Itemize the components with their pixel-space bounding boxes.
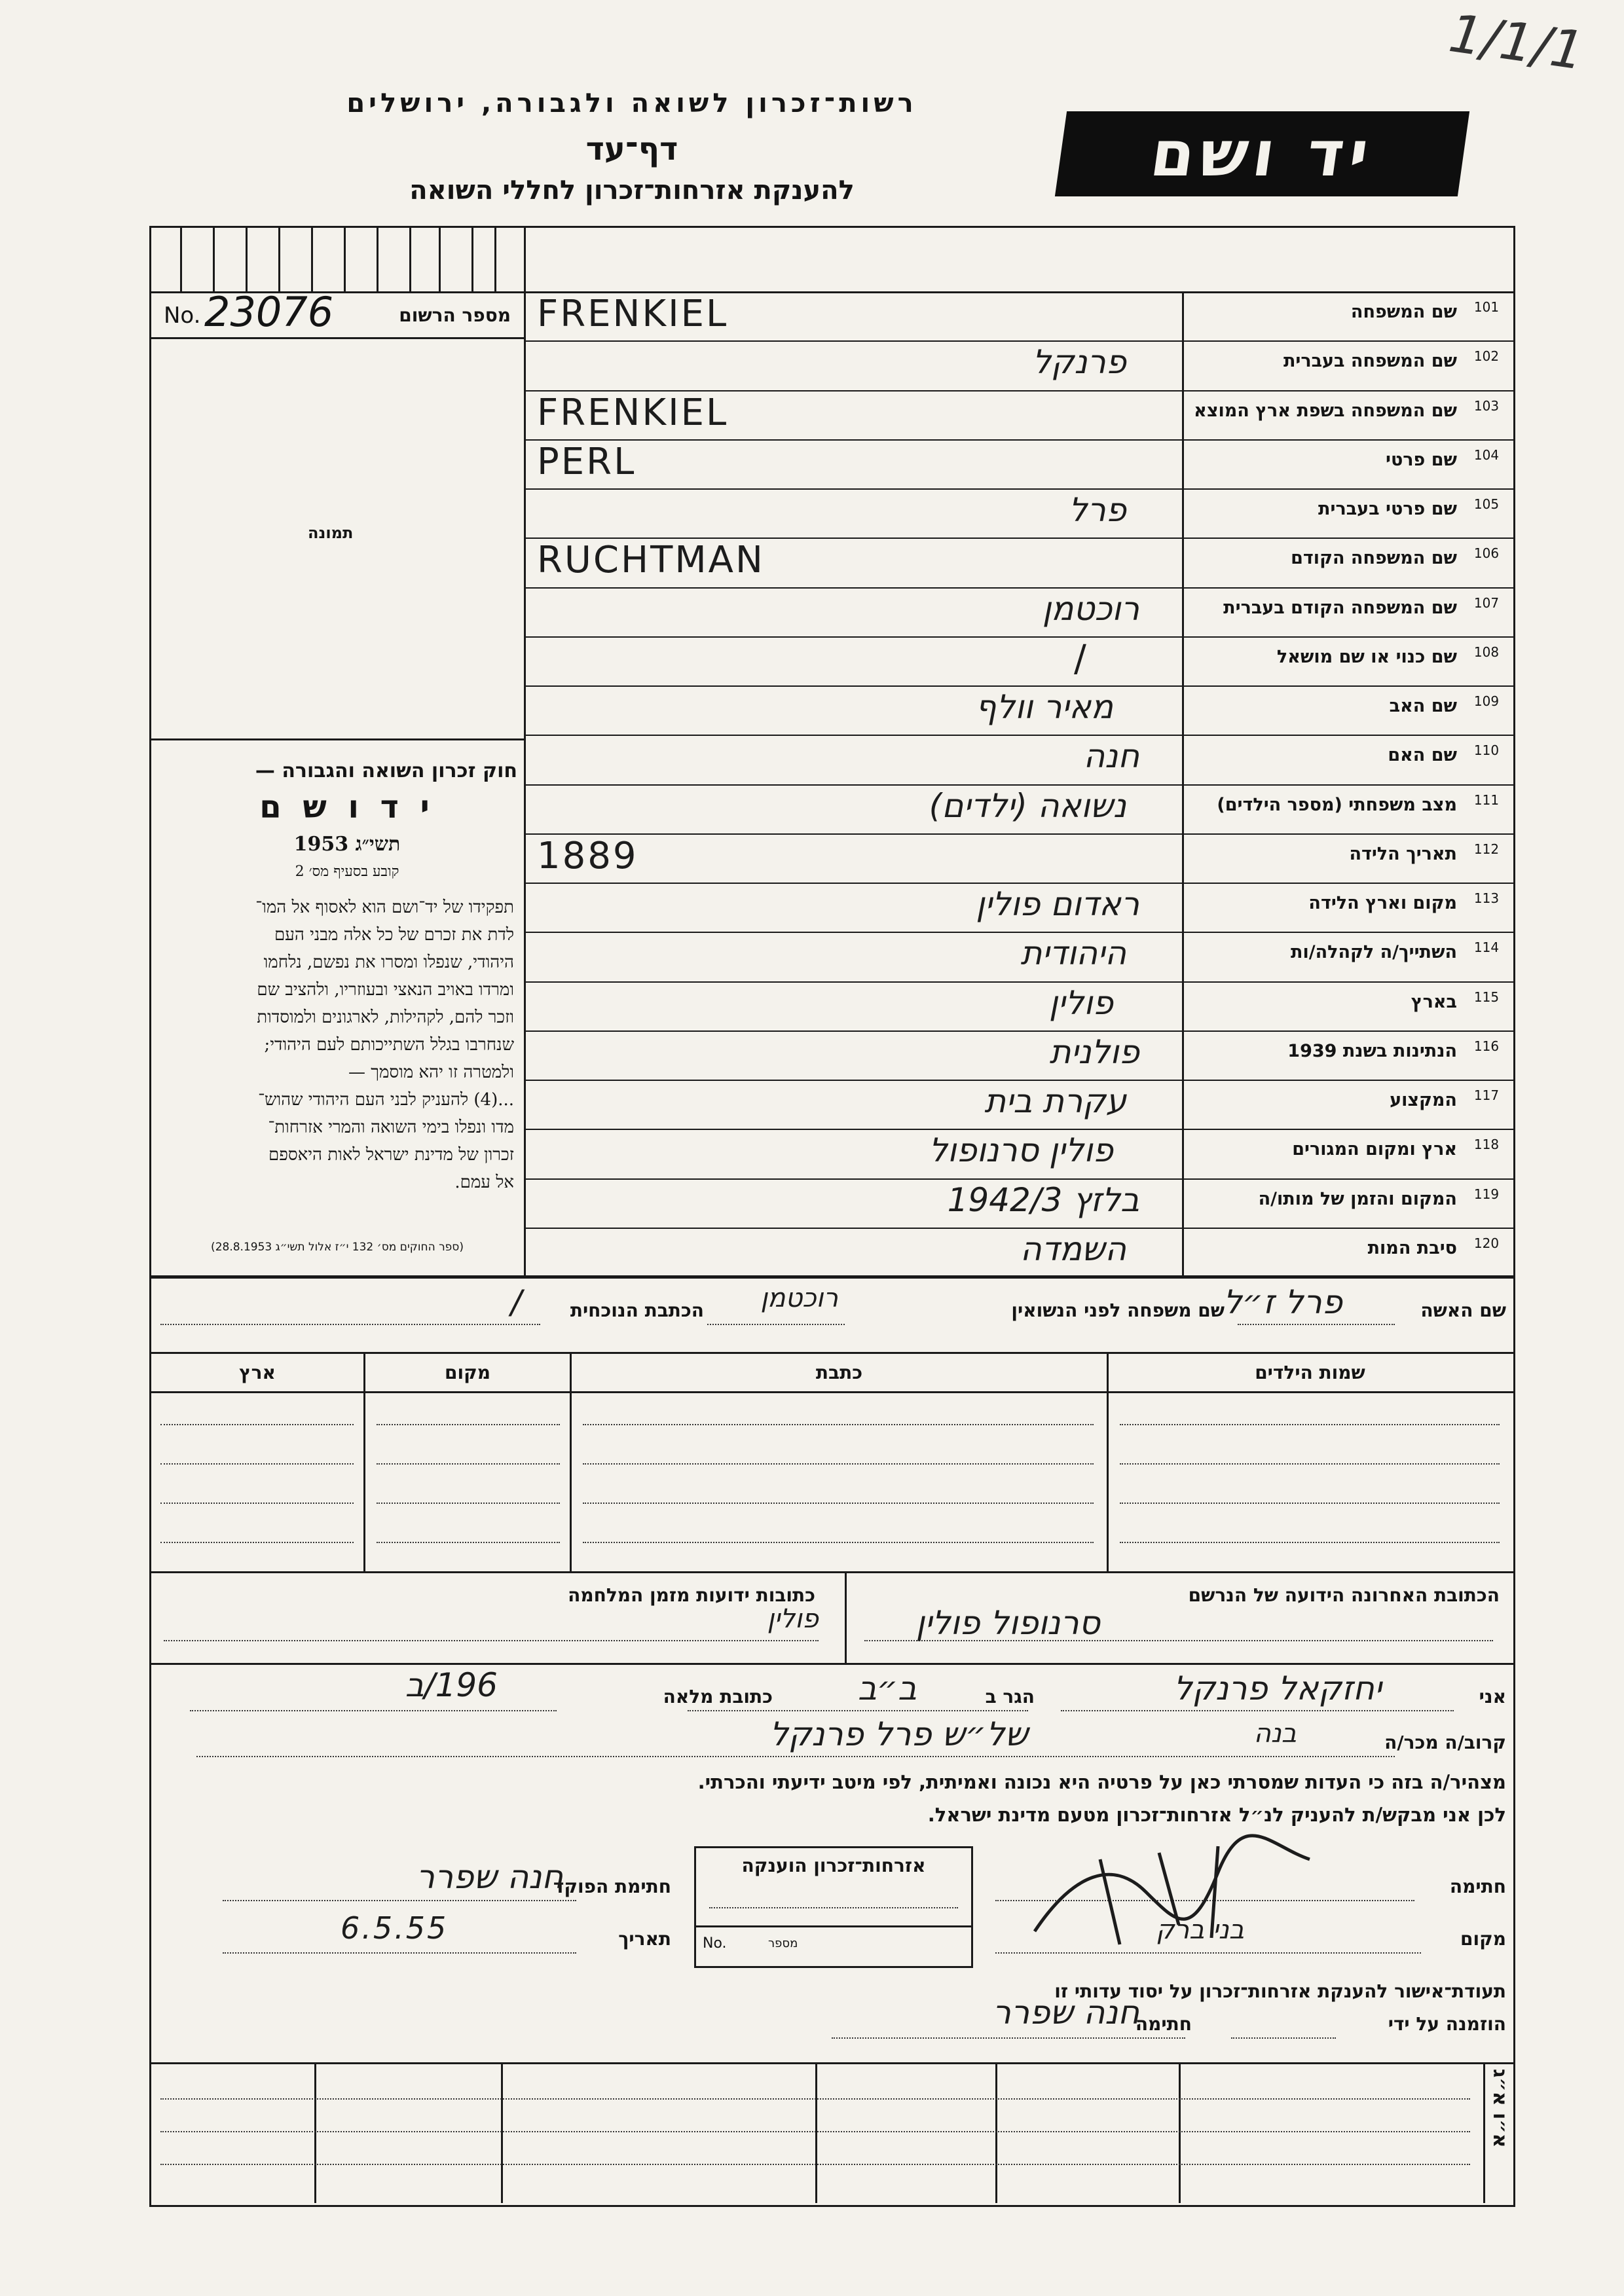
children-table-header-bottom xyxy=(149,1391,1513,1393)
left-column-divider xyxy=(524,226,526,1277)
declaration-i-label: אני xyxy=(1479,1686,1506,1707)
photo-box-bottom xyxy=(149,738,526,740)
cert-line-1: תעודת־אישור להענקת אזרחות־זכרון על יסוד עדותי זו xyxy=(1054,1980,1506,2002)
field-row-divider xyxy=(524,833,1513,835)
place-value: בני ברק xyxy=(1156,1915,1244,1945)
field-number: 105 xyxy=(1473,496,1500,512)
field-label: סיבת המות xyxy=(1367,1237,1457,1258)
full-address-line xyxy=(190,1710,557,1711)
field-value: היהודית xyxy=(1020,934,1126,973)
spouse-name-value: פרל ז״ל xyxy=(1223,1283,1342,1321)
field-number: 119 xyxy=(1473,1186,1500,1202)
field-label: שם האם xyxy=(1388,745,1457,766)
field-number: 104 xyxy=(1473,446,1500,463)
field-row-divider xyxy=(524,1178,1513,1180)
field-row-divider xyxy=(524,685,1513,687)
office-grid-row-line xyxy=(160,2131,1470,2132)
field-label: שם המשפחה הקודם xyxy=(1291,548,1457,569)
field-row-divider xyxy=(524,340,1513,342)
top-box-divider xyxy=(344,226,346,291)
award-no-label: No. xyxy=(703,1935,727,1952)
official-signature-line xyxy=(223,1900,576,1901)
full-address-label: כתובת מלאה xyxy=(663,1686,773,1707)
field-number: 118 xyxy=(1473,1137,1500,1153)
field-label: המקצוע xyxy=(1390,1090,1457,1110)
spouse-address-label: הכתבת הנוכחית xyxy=(570,1300,704,1321)
date-line xyxy=(223,1952,576,1954)
office-grid-column xyxy=(815,2062,817,2203)
field-row-divider xyxy=(524,1228,1513,1229)
law-year: תשי״ג 1953 xyxy=(293,833,401,856)
declaration-name-line xyxy=(1061,1710,1454,1711)
children-table-bottom xyxy=(149,1571,1513,1573)
registration-underline xyxy=(149,337,526,339)
field-number: 117 xyxy=(1473,1087,1500,1103)
field-value: רוכטמן xyxy=(1042,589,1139,628)
place-label: מקום xyxy=(1460,1928,1506,1950)
field-label: בארץ xyxy=(1411,991,1457,1012)
field-number: 115 xyxy=(1473,989,1500,1005)
law-text-line: וזכר להם, לקהילות, לארגונים ולמוסדות xyxy=(257,1008,514,1027)
award-no-row xyxy=(696,1925,971,1965)
children-header-address: כתבת xyxy=(815,1362,863,1383)
top-box-divider xyxy=(311,226,313,291)
registration-label: מספר הרשום xyxy=(399,304,511,326)
children-col-div-1 xyxy=(363,1352,365,1571)
children-row-line xyxy=(160,1463,354,1465)
field-number: 111 xyxy=(1473,792,1500,808)
photo-label: תמונה xyxy=(308,524,354,542)
field-number: 112 xyxy=(1473,841,1500,857)
field-row-divider xyxy=(524,883,1513,884)
office-grid-column xyxy=(1179,2062,1181,2203)
top-box-divider xyxy=(278,226,280,291)
children-row-line xyxy=(377,1542,560,1543)
office-grid-row-line xyxy=(160,2164,1470,2165)
field-value: נשואה (ילדים) xyxy=(929,786,1126,825)
top-box-divider xyxy=(246,226,248,291)
law-text xyxy=(160,894,514,1196)
spouse-name-line xyxy=(1238,1324,1395,1325)
top-box-divider xyxy=(494,226,496,291)
children-row-line xyxy=(1120,1463,1500,1465)
field-number: 106 xyxy=(1473,545,1500,562)
field-value: פרל xyxy=(1069,491,1126,529)
law-clause: קובע בסעיף מס׳ 2 xyxy=(295,864,399,880)
last-address-label: הכתובת האחרונה הידועה של הנרשם xyxy=(1188,1584,1500,1606)
yad-vashem-logo xyxy=(1055,111,1469,196)
children-header-country: ארץ xyxy=(239,1362,276,1383)
field-value: ראדום פולין xyxy=(976,885,1139,923)
field-number: 103 xyxy=(1473,397,1500,414)
field-row-divider xyxy=(524,488,1513,490)
field-number: 110 xyxy=(1473,742,1500,759)
field-row-divider xyxy=(524,1129,1513,1130)
law-text-line: ...(4) להעניק לבני העם היהודי שהוש־ xyxy=(258,1090,514,1110)
organization-name: רשות־זכרון לשואה ולגבורה, ירושלים xyxy=(346,88,917,118)
children-row-line xyxy=(160,1424,354,1425)
top-box-divider xyxy=(439,226,441,291)
children-table-top xyxy=(149,1352,1513,1354)
field-value: / xyxy=(1074,637,1088,680)
field-value: פולין xyxy=(1048,983,1113,1022)
form-subtitle: להענקת אזרחות־זכרון לחללי השואה xyxy=(409,175,855,206)
top-box-divider xyxy=(409,226,411,291)
addresses-bottom xyxy=(149,1663,1513,1665)
field-label: השתייך/ה לקהלה/ות xyxy=(1291,942,1457,963)
relation-value: בנה xyxy=(1253,1719,1297,1749)
field-value: השמדה xyxy=(1020,1230,1126,1268)
law-text-line: ולמטרה זו יהא מוסמך — xyxy=(348,1063,514,1082)
children-row-line xyxy=(1120,1503,1500,1504)
field-row-divider xyxy=(524,932,1513,933)
children-row-line xyxy=(583,1424,1094,1425)
law-text-line: לדת את זכרם של כל אלה מבני העם xyxy=(274,925,514,945)
signature-label: חתימה xyxy=(1449,1876,1506,1897)
field-row-divider xyxy=(524,587,1513,589)
spouse-name-label: שם האשה xyxy=(1420,1300,1506,1321)
field-label: שם פרטי בעברית xyxy=(1318,499,1457,519)
field-row-divider xyxy=(524,439,1513,441)
field-value: חנה xyxy=(1083,737,1139,776)
cert-sign-label: חתימה xyxy=(1135,2013,1192,2035)
field-value: פולנית xyxy=(1049,1032,1139,1071)
relation-extra: של״ש פרל פרנקל xyxy=(769,1715,1028,1753)
spouse-maiden-value: רוכטמן xyxy=(760,1283,838,1313)
spouse-address-value: / xyxy=(511,1283,522,1321)
logo-text: יד ושם xyxy=(1146,117,1378,191)
children-row-line xyxy=(377,1424,560,1425)
war-address-value: פולין xyxy=(767,1604,819,1634)
law-text-line: אל עמם. xyxy=(454,1173,514,1192)
spouse-maiden-line xyxy=(707,1324,845,1325)
field-value: פולין סרנופול xyxy=(929,1131,1113,1170)
declaration-line-2: לכן אני מבקש/ת להעניק לנ״ל אזרחות־זכרון מטעם מדינת ישראל. xyxy=(927,1804,1506,1826)
award-box-title: אזרחות־זכרון הוענקה xyxy=(741,1855,926,1876)
children-row-line xyxy=(1120,1424,1500,1425)
form-title: דף־עד xyxy=(585,131,678,168)
law-text-line: שנחרבו בגלל השתייכותם לעם היהודי; xyxy=(264,1035,514,1055)
field-number: 109 xyxy=(1473,693,1500,709)
field-number: 101 xyxy=(1473,299,1500,315)
margin-code: א״ו א״ג xyxy=(1488,2069,1511,2148)
children-row-line xyxy=(160,1542,354,1543)
field-row-divider xyxy=(524,1080,1513,1081)
office-grid-row-line xyxy=(160,2098,1470,2100)
declaration-line-1: מצהיר/ה בזה כי העדות שמסרתי כאן על פרטיה היא נכונה ואמיתית, לפי מיטב ידיעתי והכרתי. xyxy=(697,1771,1506,1793)
children-row-line xyxy=(1120,1542,1500,1543)
last-address-value: סרנופול פולין xyxy=(915,1604,1100,1642)
children-header-names: שמות הילדים xyxy=(1255,1362,1365,1383)
field-label: שם המשפחה הקודם בעברית xyxy=(1223,597,1457,618)
children-row-line xyxy=(583,1503,1094,1504)
resident-line xyxy=(688,1710,1028,1711)
field-number: 114 xyxy=(1473,939,1500,956)
field-value: בלזץ 1942/3 xyxy=(947,1180,1139,1219)
field-label: שם המשפחה בעברית xyxy=(1283,351,1457,372)
law-text-line: מדו ונפלו בימי השואה והמרי אזרחות־ xyxy=(268,1118,514,1137)
law-text-line: תפקידו של יד־ושם הוא לאסוף אל המו־ xyxy=(255,898,514,917)
registration-number: 23076 xyxy=(204,288,334,336)
children-header-place: מקום xyxy=(445,1362,490,1383)
children-col-div-3 xyxy=(1107,1352,1109,1571)
field-row-divider xyxy=(524,636,1513,638)
field-row-divider xyxy=(524,1030,1513,1032)
witness-name: יחזקאל פרנקל xyxy=(1173,1669,1382,1707)
field-row-divider xyxy=(524,784,1513,786)
cert-sign-line xyxy=(832,2037,1185,2039)
children-row-line xyxy=(377,1463,560,1465)
field-label: מצב משפחתי (מספר הילדים) xyxy=(1217,794,1457,815)
field-row-divider xyxy=(524,735,1513,736)
field-label: שם המשפחה בשפת ארץ המוצא xyxy=(1194,400,1457,421)
date-label: תאריך xyxy=(618,1928,671,1950)
place-line xyxy=(995,1952,1421,1954)
law-title: חוק זכרון השואה והגבורה — xyxy=(255,759,517,782)
resident-label: הגר ב xyxy=(985,1686,1035,1707)
field-value: 1889 xyxy=(537,834,638,877)
field-label: הנתינות בשנת 1939 xyxy=(1287,1040,1457,1061)
archive-stamp: 1/1/1 xyxy=(1445,2,1588,82)
office-grid-column xyxy=(995,2062,997,2203)
children-row-line xyxy=(160,1503,354,1504)
office-grid-top xyxy=(149,2062,1513,2064)
official-signature-value: חנה שפרר xyxy=(416,1858,563,1896)
field-value: מאיר וולף xyxy=(975,688,1113,726)
field-row-divider xyxy=(524,981,1513,983)
field-label: שם פרטי xyxy=(1386,449,1457,470)
field-value: PERL xyxy=(537,440,637,483)
top-row-divider xyxy=(149,291,1513,293)
field-value: FRENKIEL xyxy=(537,293,729,335)
award-box-line-1 xyxy=(709,1907,958,1908)
field-label: מקום וארץ הלידה xyxy=(1308,893,1457,913)
field-number: 108 xyxy=(1473,644,1500,660)
law-text-line: זכרון של מדינת ישראל לאות היאספם xyxy=(268,1145,514,1165)
field-number: 116 xyxy=(1473,1038,1500,1054)
addresses-divider xyxy=(845,1571,847,1663)
law-footnote: (ספר החוקים מס׳ 132 י״ז אלול תשי״ג 28.8.1953) xyxy=(211,1241,464,1254)
top-box-divider xyxy=(471,226,473,291)
children-row-line xyxy=(377,1503,560,1504)
cert-line-2-dots xyxy=(1231,2037,1336,2039)
field-number: 120 xyxy=(1473,1235,1500,1251)
field-number: 113 xyxy=(1473,890,1500,906)
field-value: FRENKIEL xyxy=(537,391,729,434)
field-value: עקרת בית xyxy=(984,1082,1126,1120)
field-label: שם האב xyxy=(1389,696,1457,716)
field-number: 102 xyxy=(1473,348,1500,365)
top-box-divider xyxy=(213,226,215,291)
date-value: 6.5.55 xyxy=(341,1910,449,1946)
top-box-divider xyxy=(180,226,182,291)
resident-value: ב״ב xyxy=(857,1669,917,1707)
war-address-label: כתובות ידועות מזמן המלחמה xyxy=(568,1584,815,1606)
office-grid-column xyxy=(314,2062,316,2203)
relation-line xyxy=(196,1756,1395,1757)
children-col-div-2 xyxy=(570,1352,572,1571)
field-label: המקום והזמן של מותו/ה xyxy=(1258,1188,1457,1209)
field-label: תאריך הלידה xyxy=(1349,843,1457,864)
field-label: ארץ ומקום המגורים xyxy=(1292,1139,1457,1160)
registration-prefix: No. xyxy=(164,302,201,329)
field-value: פרנקל xyxy=(1032,343,1126,382)
field-number: 107 xyxy=(1473,594,1500,611)
war-address-line xyxy=(164,1640,819,1641)
official-signature-label: חתימת הפוקד xyxy=(553,1876,671,1897)
award-no-suffix: מספר xyxy=(768,1937,798,1950)
award-box xyxy=(694,1846,973,1968)
cert-sign-value: חנה שפרר xyxy=(992,1994,1139,2032)
field-label: שם המשפחה xyxy=(1350,302,1457,322)
field-value: RUCHTMAN xyxy=(537,539,765,582)
spouse-top-line xyxy=(149,1277,1513,1279)
law-name: י ד ו ש ם xyxy=(259,789,435,826)
spouse-maiden-label: שם משפחה לפני הנשואין xyxy=(1011,1300,1225,1321)
spouse-address-line xyxy=(160,1324,540,1325)
top-box-divider xyxy=(377,226,378,291)
children-row-line xyxy=(583,1463,1094,1465)
office-grid-column xyxy=(501,2062,503,2203)
children-row-line xyxy=(583,1542,1094,1543)
law-text-line: היהודי, שנפלו ומסרו את נפשם, נלחמו xyxy=(263,953,514,972)
full-address-value: 196/ב xyxy=(405,1666,498,1704)
relation-label: קרוב/ה מכר/ה xyxy=(1384,1732,1506,1753)
cert-line-2: הוזמנה על ידי xyxy=(1388,2013,1506,2035)
field-label: שם כנוי או שם מושאל xyxy=(1276,646,1457,667)
law-text-line: ומרדו באויב הנאצי ובעוזריו, ולהציב שם xyxy=(257,980,514,1000)
